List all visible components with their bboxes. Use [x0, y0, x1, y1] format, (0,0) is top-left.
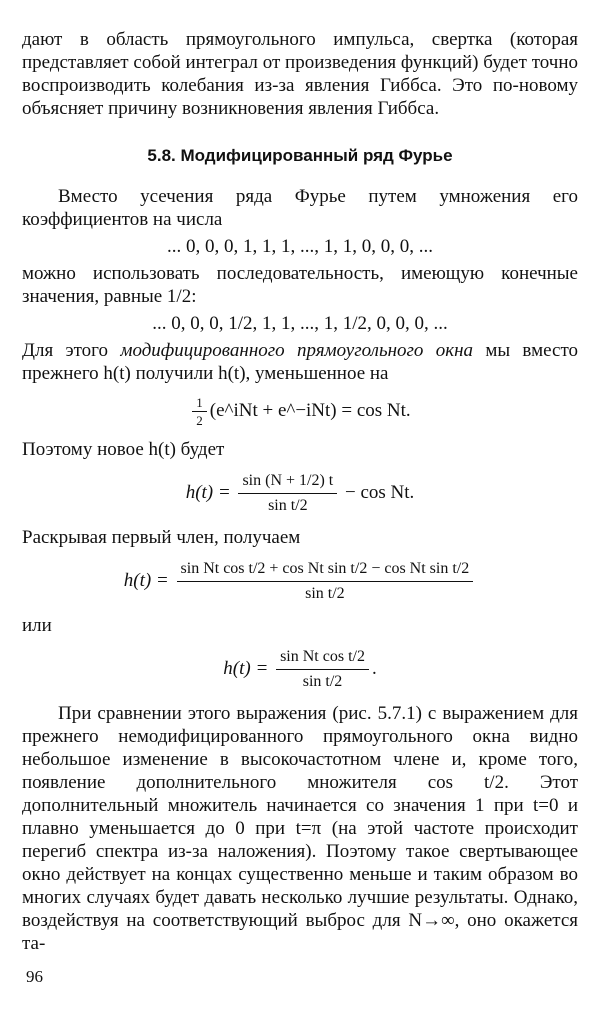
formula-4-numerator: sin Nt cos t/2: [276, 647, 369, 670]
paragraph-2: можно использовать последовательность, имеющую конечные значения, равные 1/2:: [22, 263, 578, 307]
formula-2-fraction: [238, 471, 337, 516]
formula-1: [22, 395, 578, 428]
paragraph-3-end: мы вместо прежнего h(t) получили h(t), уменьшенное на: [22, 340, 578, 384]
formula-2-lhs: h(t) =: [185, 481, 231, 503]
paragraph-3: [22, 339, 578, 385]
paragraph-5: Раскрывая первый член, получаем: [22, 527, 301, 548]
formula-1-denominator: 2: [196, 413, 203, 428]
formula-2-numerator: sin (N + 1/2) t: [238, 471, 337, 494]
formula-4-lhs: h(t) =: [223, 657, 269, 679]
paragraph-3-start: Для этого: [22, 340, 121, 361]
paragraph-4: Поэтому новое h(t) будет: [22, 439, 225, 460]
formula-4-fraction: [276, 647, 369, 692]
formula-3: [22, 559, 578, 604]
formula-1-body: (e^iNt + e^−iNt) = cos Nt.: [209, 399, 411, 421]
formula-3-fraction: [177, 559, 474, 604]
formula-4: [22, 647, 578, 692]
formula-1-fraction: [192, 395, 207, 428]
section-heading: 5.8. Модифицированный ряд Фурье: [147, 146, 453, 165]
or-word: или: [22, 615, 52, 636]
formula-3-denominator: sin t/2: [305, 585, 345, 602]
page-body: [22, 28, 578, 955]
paragraph-1: Вместо усечения ряда Фурье путем умножения его коэффициентов на числа: [22, 186, 578, 230]
paragraph-6: При сравнении этого выражения (рис. 5.7.1) с выражением для прежнего немодифицированного прямоугольного окна видно небольшое изменение в высокочастотном члене и, кроме того, появление дополнительного множителя cos t/2. Этот дополнительный множитель начинается со значения 1 при t=0 и плавно уменьшается до 0 при t=π (на этой частоте происходит перегиб спектра из-за наложения). Поэтому такое свертывающее окно действует на концах существенно меньше и таким образом во многих случаях будет давать несколько лучшие результаты. Однако, воздействуя на соответствующий выброс для N→∞, оно окажется та-: [22, 703, 578, 954]
formula-3-lhs: h(t) =: [123, 569, 169, 591]
formula-2-rhs: − cos Nt.: [345, 481, 415, 503]
formula-3-numerator: sin Nt cos t/2 + cos Nt sin t/2 − cos Nt sin t/2: [177, 559, 474, 582]
paragraph-top: дают в область прямоугольного импульса, свертка (которая представляет собой интеграл от произведения функций) будет точно воспроизводить колебания из-за явления Гиббса. Это по-новому объясняет причину возникновения явления Гиббса.: [22, 29, 578, 119]
sequence-2: ... 0, 0, 0, 1/2, 1, 1, ..., 1, 1/2, 0, 0, 0, ...: [152, 313, 448, 334]
formula-2-denominator: sin t/2: [268, 497, 308, 514]
paragraph-3-emphasis: модифицированного прямоугольного окна: [120, 340, 474, 361]
sequence-1: ... 0, 0, 0, 1, 1, 1, ..., 1, 1, 0, 0, 0, ...: [167, 236, 433, 257]
formula-4-end: .: [371, 657, 377, 679]
page-number: 96: [26, 967, 43, 986]
formula-2: [22, 471, 578, 516]
formula-4-denominator: sin t/2: [302, 673, 343, 690]
formula-1-numerator: 1: [192, 395, 207, 412]
